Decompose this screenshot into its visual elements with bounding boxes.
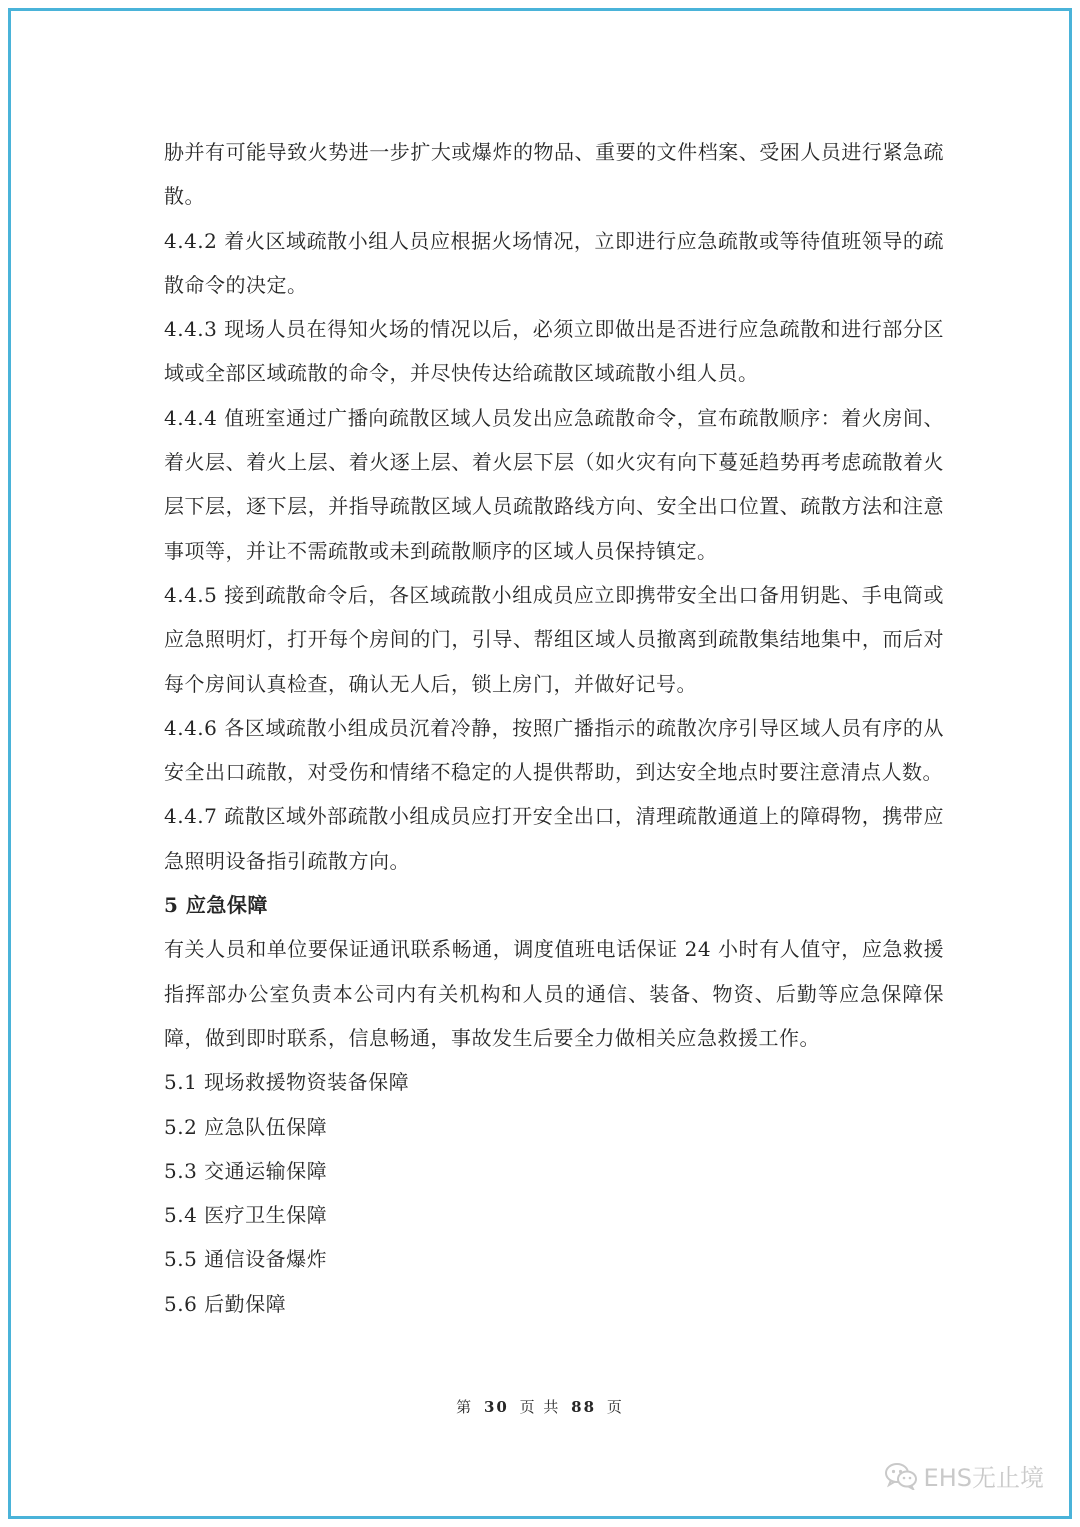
paragraph-4-4-4: 4.4.4 值班室通过广播向疏散区域人员发出应急疏散命令，宣布疏散顺序：着火房间、着火层、着火上层、着火逐上层、着火层下层（如火灾有向下蔓延趋势再考虑疏散着火层下层，逐下层，并指导疏散区域人员疏散路线方向、安全出口位置、疏散方法和注意事项等，并让不需疏散或未到疏散顺序的区域人员保持镇定。 xyxy=(164,405,944,563)
document-body xyxy=(164,130,944,1326)
paragraph-4-4-3: 4.4.3 现场人员在得知火场的情况以后，必须立即做出是否进行应急疏散和进行部分区域或全部区域疏散的命令，并尽快传达给疏散区域疏散小组人员。 xyxy=(164,317,944,386)
paragraph-continuation: 胁并有可能导致火势进一步扩大或爆炸的物品、重要的文件档案、受困人员进行紧急疏散。 xyxy=(164,140,944,209)
page-footer xyxy=(0,1396,1080,1417)
footer-suffix: 页 xyxy=(606,1398,624,1416)
list-item: 5.2 应急队伍保障 xyxy=(164,1114,328,1139)
watermark xyxy=(884,1458,1044,1493)
list-item: 5.5 通信设备爆炸 xyxy=(164,1247,328,1272)
footer-mid: 页 共 xyxy=(519,1398,561,1416)
paragraph-4-4-7: 4.4.7 疏散区域外部疏散小组成员应打开安全出口，清理疏散通道上的障碍物，携带应急照明设备指引疏散方向。 xyxy=(164,804,944,873)
section-intro: 有关人员和单位要保证通讯联系畅通，调度值班电话保证 24 小时有人值守，应急救援指挥部办公室负责本公司内有关机构和人员的通信、装备、物资、后勤等应急保障保障，做到即时联系，信息畅通，事故发生后要全力做相关应急救援工作。 xyxy=(164,937,944,1050)
section-heading: 5 应急保障 xyxy=(164,893,268,918)
wechat-icon xyxy=(884,1462,918,1490)
paragraph-4-4-6: 4.4.6 各区域疏散小组成员沉着冷静，按照广播指示的疏散次序引导区域人员有序的从安全出口疏散，对受伤和情绪不稳定的人提供帮助，到达安全地点时要注意清点人数。 xyxy=(164,715,944,785)
list-item: 5.6 后勤保障 xyxy=(164,1291,287,1316)
current-page-number: 30 xyxy=(483,1398,509,1416)
paragraph-4-4-5: 4.4.5 接到疏散命令后，各区域疏散小组成员应立即携带安全出口备用钥匙、手电筒或应急照明灯，打开每个房间的门，引导、帮组区域人员撤离到疏散集结地集中，而后对每个房间认真检查，确认无人后，锁上房门，并做好记号。 xyxy=(164,582,944,696)
total-page-number: 88 xyxy=(571,1398,597,1416)
list-item: 5.1 现场救援物资装备保障 xyxy=(164,1070,410,1095)
paragraph-4-4-2: 4.4.2 着火区域疏散小组人员应根据火场情况，立即进行应急疏散或等待值班领导的疏散命令的决定。 xyxy=(164,228,944,297)
list-item: 5.3 交通运输保障 xyxy=(164,1158,328,1183)
list-item: 5.4 医疗卫生保障 xyxy=(164,1203,328,1228)
watermark-text: EHS无止境 xyxy=(923,1464,1044,1492)
footer-prefix: 第 xyxy=(456,1398,474,1416)
